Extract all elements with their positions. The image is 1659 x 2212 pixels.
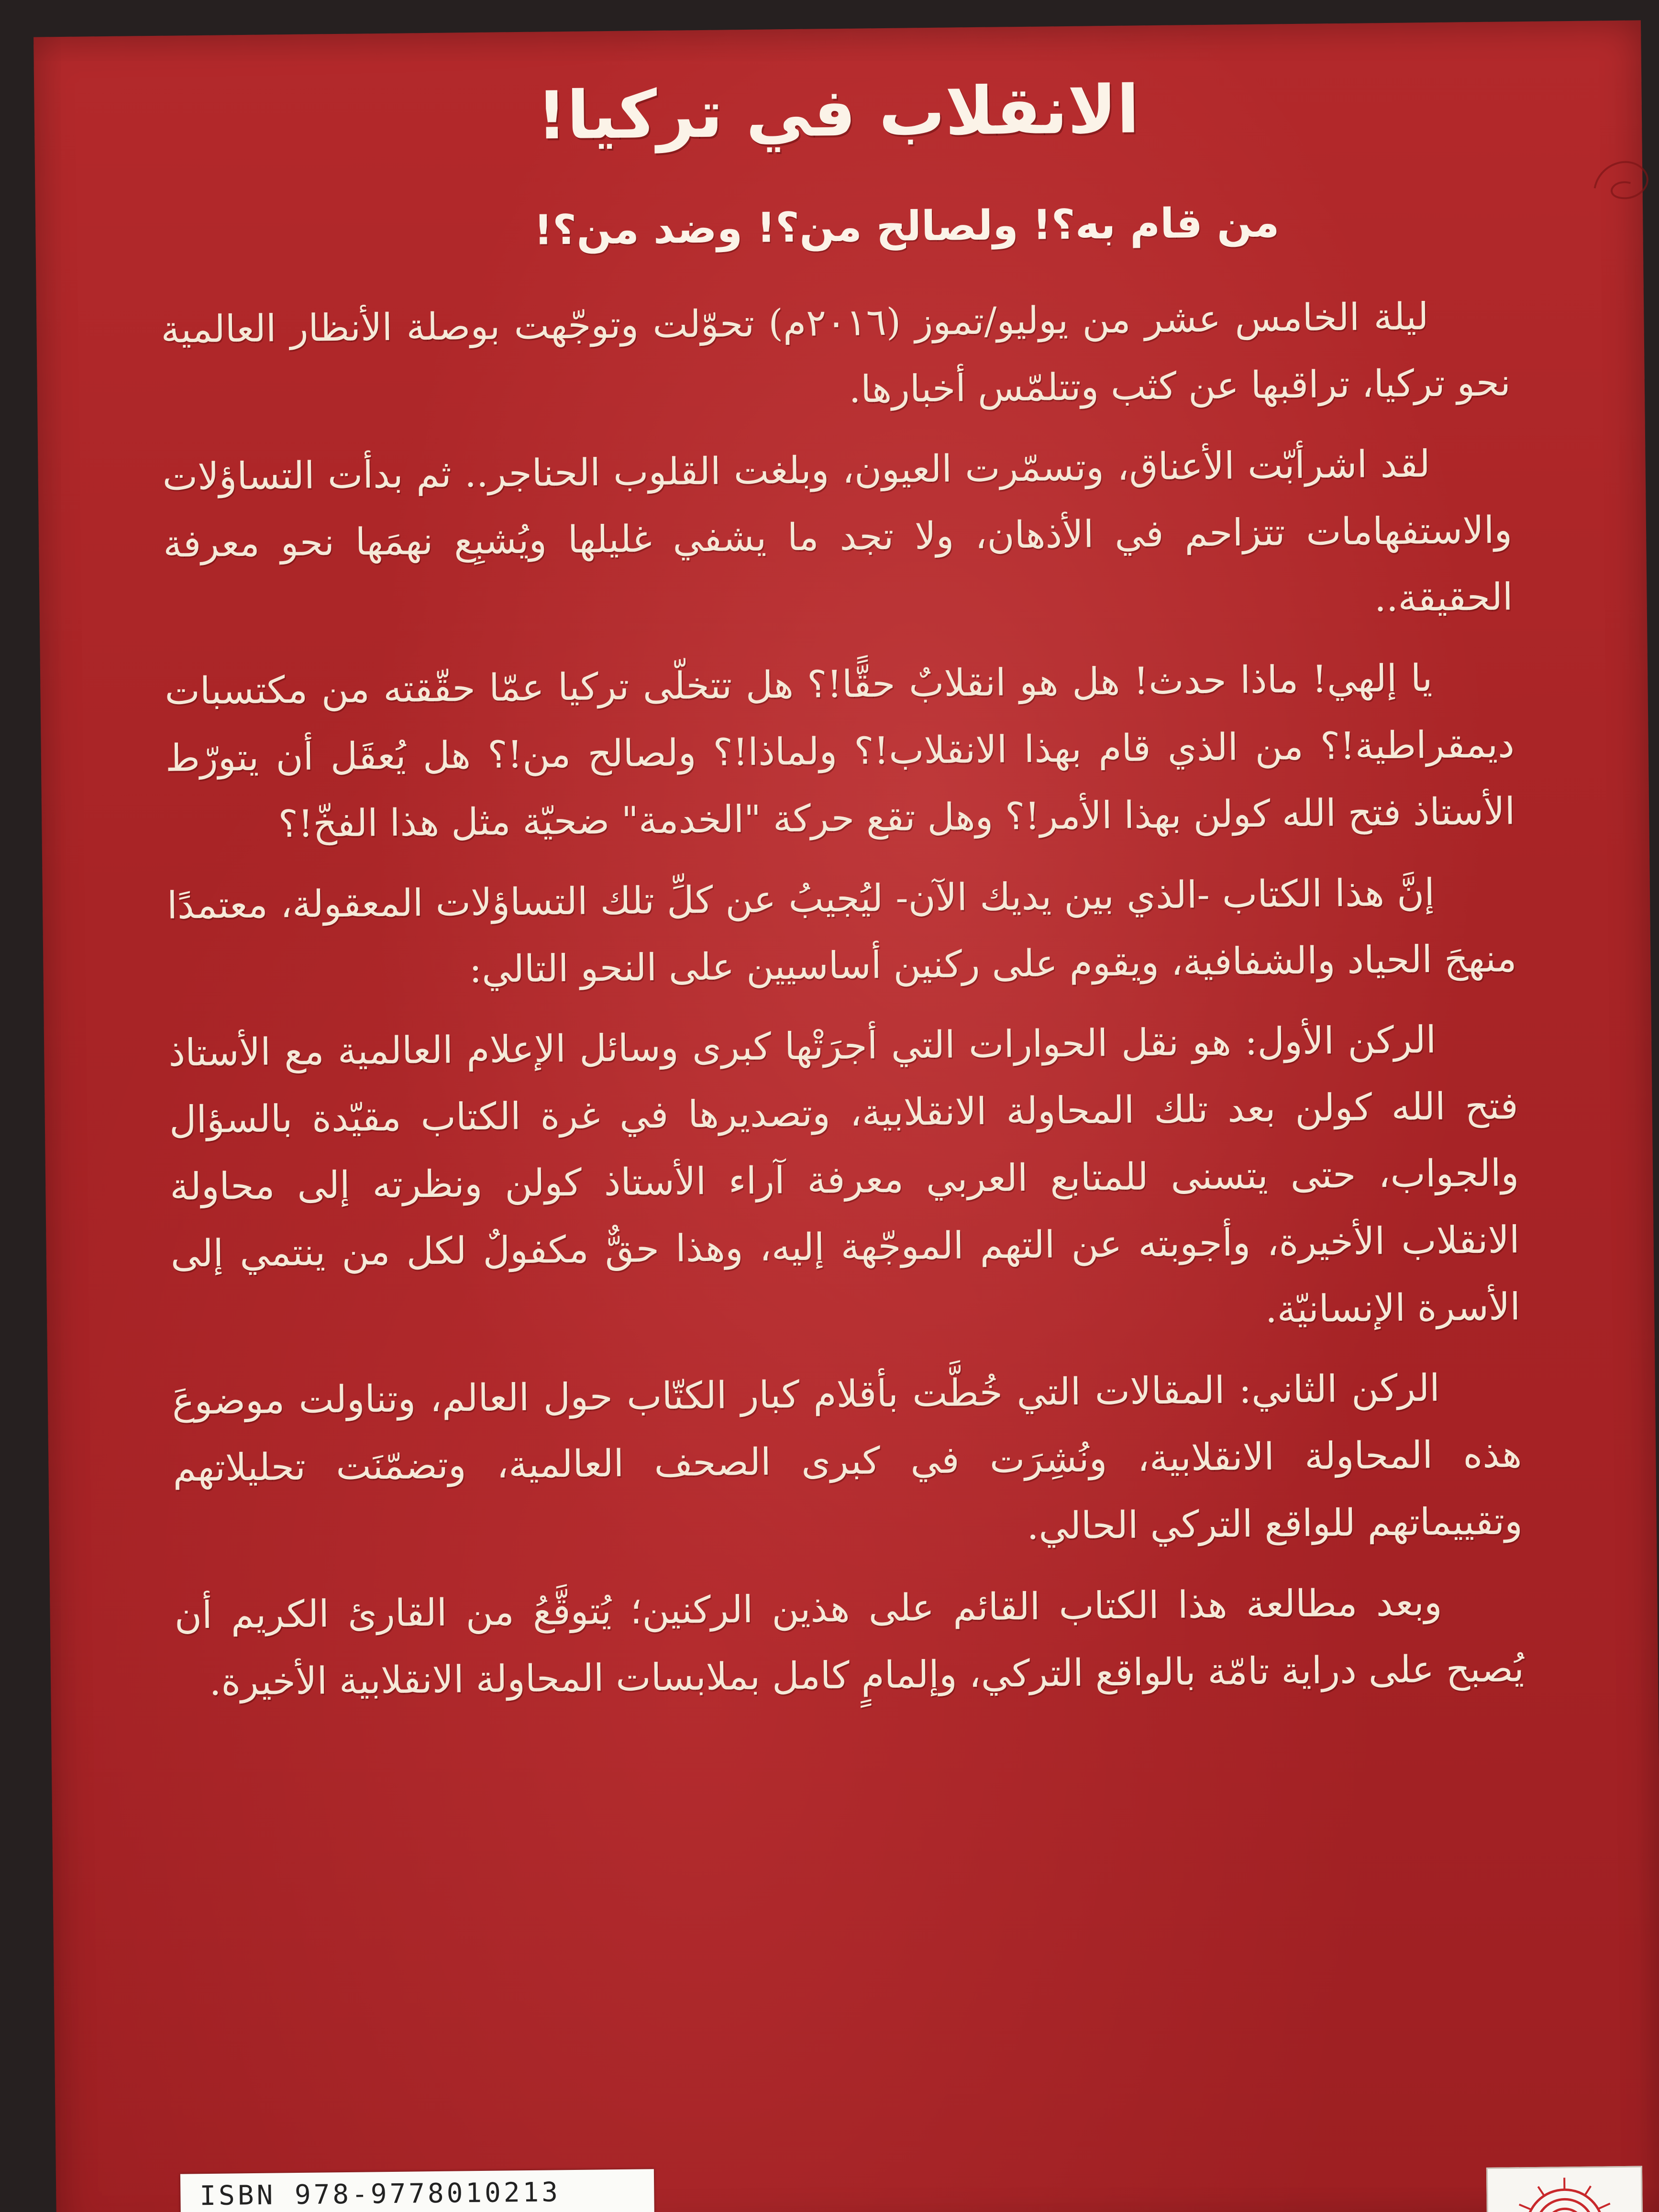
- pen-scribble-icon: [1585, 149, 1659, 212]
- book-back-cover: [33, 20, 1659, 2212]
- sunrise-logo-icon: [1488, 2168, 1641, 2212]
- isbn-number: ISBN 978-9778010213: [199, 2177, 561, 2212]
- blurb-paragraph: يا إلهي! ماذا حدث! هل هو انقلابٌ حقًّا!؟ هل تتخلّى تركيا عمّا حقّقته من مكتسبات ديمقراطية!؟ من الذي قام بهذا الانقلاب!؟ ولماذا!؟ ولصالح من!؟ هل يُعقَل أن يتورّط الأستاذ فتح الله كولن بهذا الأمر!؟ وهل تقع حركة "الخدمة" ضحيّة مثل هذا الفخّ!؟: [164, 657, 1515, 846]
- blurb-paragraph: الركن الأول: هو نقل الحوارات التي أجرَتْها كبرى وسائل الإعلام العالمية مع الأستاذ فتح الله كولن بعد تلك المحاولة الانقلابية، وتصديرها في غرة الكتاب مقيّدة بالسؤال والجواب، حتى يتسنى للمتابع العربي معرفة آراء الأستاذ كولن ونظرته إلى محاولة الانقلاب الأخيرة، وأجوبته عن التهم الموجّهة إليه، وهذا حقٌّ مكفولٌ لكل من ينتمي إلى الأسرة الإنسانيّة.: [168, 1018, 1521, 1331]
- publisher-logo: [1486, 2166, 1643, 2212]
- blurb-paragraph: إنَّ هذا الكتاب -الذي بين يديك الآن- ليُجيبُ عن كلِّ تلك التساؤلات المعقولة، معتمدًا منهجَ الحياد والشفافية، ويقوم على ركنين أساسيين على النحو التالي:: [166, 871, 1517, 992]
- blurb-text: [161, 282, 1525, 1729]
- cover-title: الانقلاب في تركيا!: [536, 71, 1140, 155]
- blurb-paragraph: وبعد مطالعة هذا الكتاب القائم على هذين الركنين؛ يُتوقَّعُ من القارئ الكريم أن يُصبح على دراية تامّة بالواقع التركي، وإلمامٍ كامل بملابسات المحاولة الانقلابية الأخيرة.: [174, 1581, 1525, 1704]
- isbn-label: [180, 2169, 655, 2212]
- blurb-paragraph: الركن الثاني: المقالات التي خُطَّت بأقلام كبار الكتّاب حول العالم، وتناولت موضوعَ هذه المحاولة الانقلابية، ونُشِرَت في كبرى الصحف العالمية، وتضمّنَت تحليلاتهم وتقييماتهم للواقع التركي الحالي.: [172, 1366, 1523, 1548]
- blurb-paragraph: لقد اشرأبّت الأعناق، وتسمّرت العيون، وبلغت القلوب الحناجر.. ثم بدأت التساؤلات والاستفهامات تتزاحم في الأذهان، ولا تجد ما يشفي غليلها ويُشبِع نهمَها نحو معرفة الحقيقة..: [162, 442, 1513, 620]
- blurb-paragraph: ليلة الخامس عشر من يوليو/تموز (٢٠١٦م) تحوّلت وتوجّهت بوصلة الأنظار العالمية نحو تركيا، تراقبها عن كثب وتتلمّس أخبارها.: [161, 295, 1511, 411]
- cover-subtitle: من قام به؟! ولصالح من؟! وضد من؟!: [533, 199, 1280, 254]
